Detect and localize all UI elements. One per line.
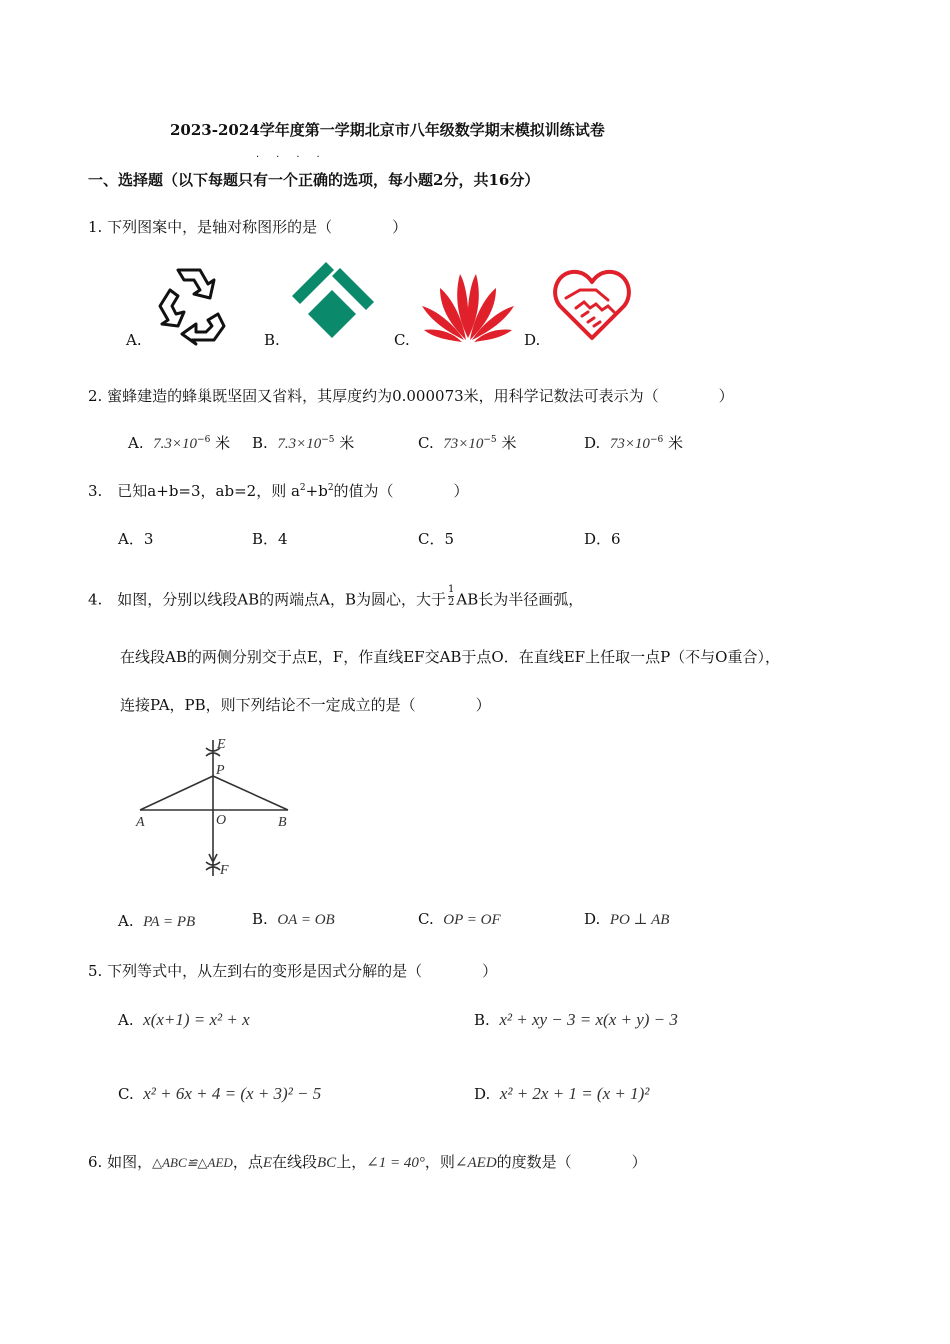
q3-option-b: B．4 <box>252 530 288 548</box>
q4-line2: 在线段AB的两侧分别交于点E，F，作直线EF交AB于点O．在直线EF上任取一点P（不与O重合）， <box>120 648 780 666</box>
q1-option-a: A. <box>126 331 142 349</box>
recycle-icon <box>148 264 232 344</box>
q6-stem: 6. 如图，△ABC≌△AED，点E在线段BC上，∠1 = 40°，则∠AED的度数是（ ） <box>88 1153 647 1171</box>
q5-option-a: A. x(x+1) = x² + x <box>118 1010 250 1029</box>
red-flower-logo-icon <box>418 268 518 344</box>
page-title: 2023-2024学年度第一学期北京市八年级数学期末模拟训练试卷 <box>170 121 605 139</box>
emphasis-dots: ···· <box>256 152 337 163</box>
label-f: F <box>220 863 229 878</box>
q2-option-c: C. $73\times 10^{-5}$ 米 <box>418 434 517 452</box>
label-b: B <box>278 815 287 830</box>
q1-stem: 1. 下列图案中，是轴对称图形的是（ ） <box>88 218 408 236</box>
fraction-half: $\frac{1}{2}$ <box>448 584 455 608</box>
q2-option-a: A. $7.3\times 10^{-6}$ 米 <box>128 434 231 452</box>
q4-geometry-figure <box>134 736 304 882</box>
q5-stem: 5. 下列等式中，从左到右的变形是因式分解的是（ ） <box>88 962 498 980</box>
q4-option-b: B. OA = OB <box>252 910 335 928</box>
q3-stem: 3. 已知a+b=3，ab=2，则 $a^2+b^2$的值为（ ） <box>88 482 469 500</box>
q2-option-b: B. $7.3\times 10^{-5}$ 米 <box>252 434 355 452</box>
q5-option-b: B. x² + xy − 3 = x(x + y) − 3 <box>474 1010 678 1029</box>
q2-stem: 2. 蜜蜂建造的蜂巢既坚固又省料，其厚度约为0.000073米，用科学记数法可表示为（ ） <box>88 387 734 405</box>
section-heading: 一、选择题（以下每题只有一个正确的选项，每小题2分，共16分） <box>88 171 540 189</box>
q1-option-c: C. <box>394 331 410 349</box>
q5-option-c: C. x² + 6x + 4 = (x + 3)² − 5 <box>118 1084 322 1103</box>
q4-option-c: C. OP = OF <box>418 910 501 928</box>
q5-option-d: D. x² + 2x + 1 = (x + 1)² <box>474 1084 650 1103</box>
q1-option-b: B. <box>264 331 280 349</box>
q1-option-d: D. <box>524 331 541 349</box>
q4-option-d: D. PO ⊥ AB <box>584 910 670 928</box>
label-a: A <box>136 815 145 830</box>
q3-option-d: D．6 <box>584 530 621 548</box>
q3-option-c: C．5 <box>418 530 455 548</box>
heart-handshake-icon <box>552 268 632 342</box>
q4-option-a: A. PA = PB <box>118 912 196 930</box>
q3-option-a: A．3 <box>118 530 154 548</box>
green-logo-icon <box>290 260 376 344</box>
label-e: E <box>217 737 226 752</box>
label-p: P <box>216 763 225 778</box>
q4-line1: 4. 如图，分别以线段AB的两端点A，B为圆心，大于 $\frac{1}{2}$ AB长为半径画弧， <box>88 584 584 609</box>
label-o: O <box>216 813 227 828</box>
q4-line3: 连接PA，PB，则下列结论不一定成立的是（ ） <box>120 696 491 714</box>
q2-option-d: D. $73\times 10^{-6}$ 米 <box>584 434 684 452</box>
